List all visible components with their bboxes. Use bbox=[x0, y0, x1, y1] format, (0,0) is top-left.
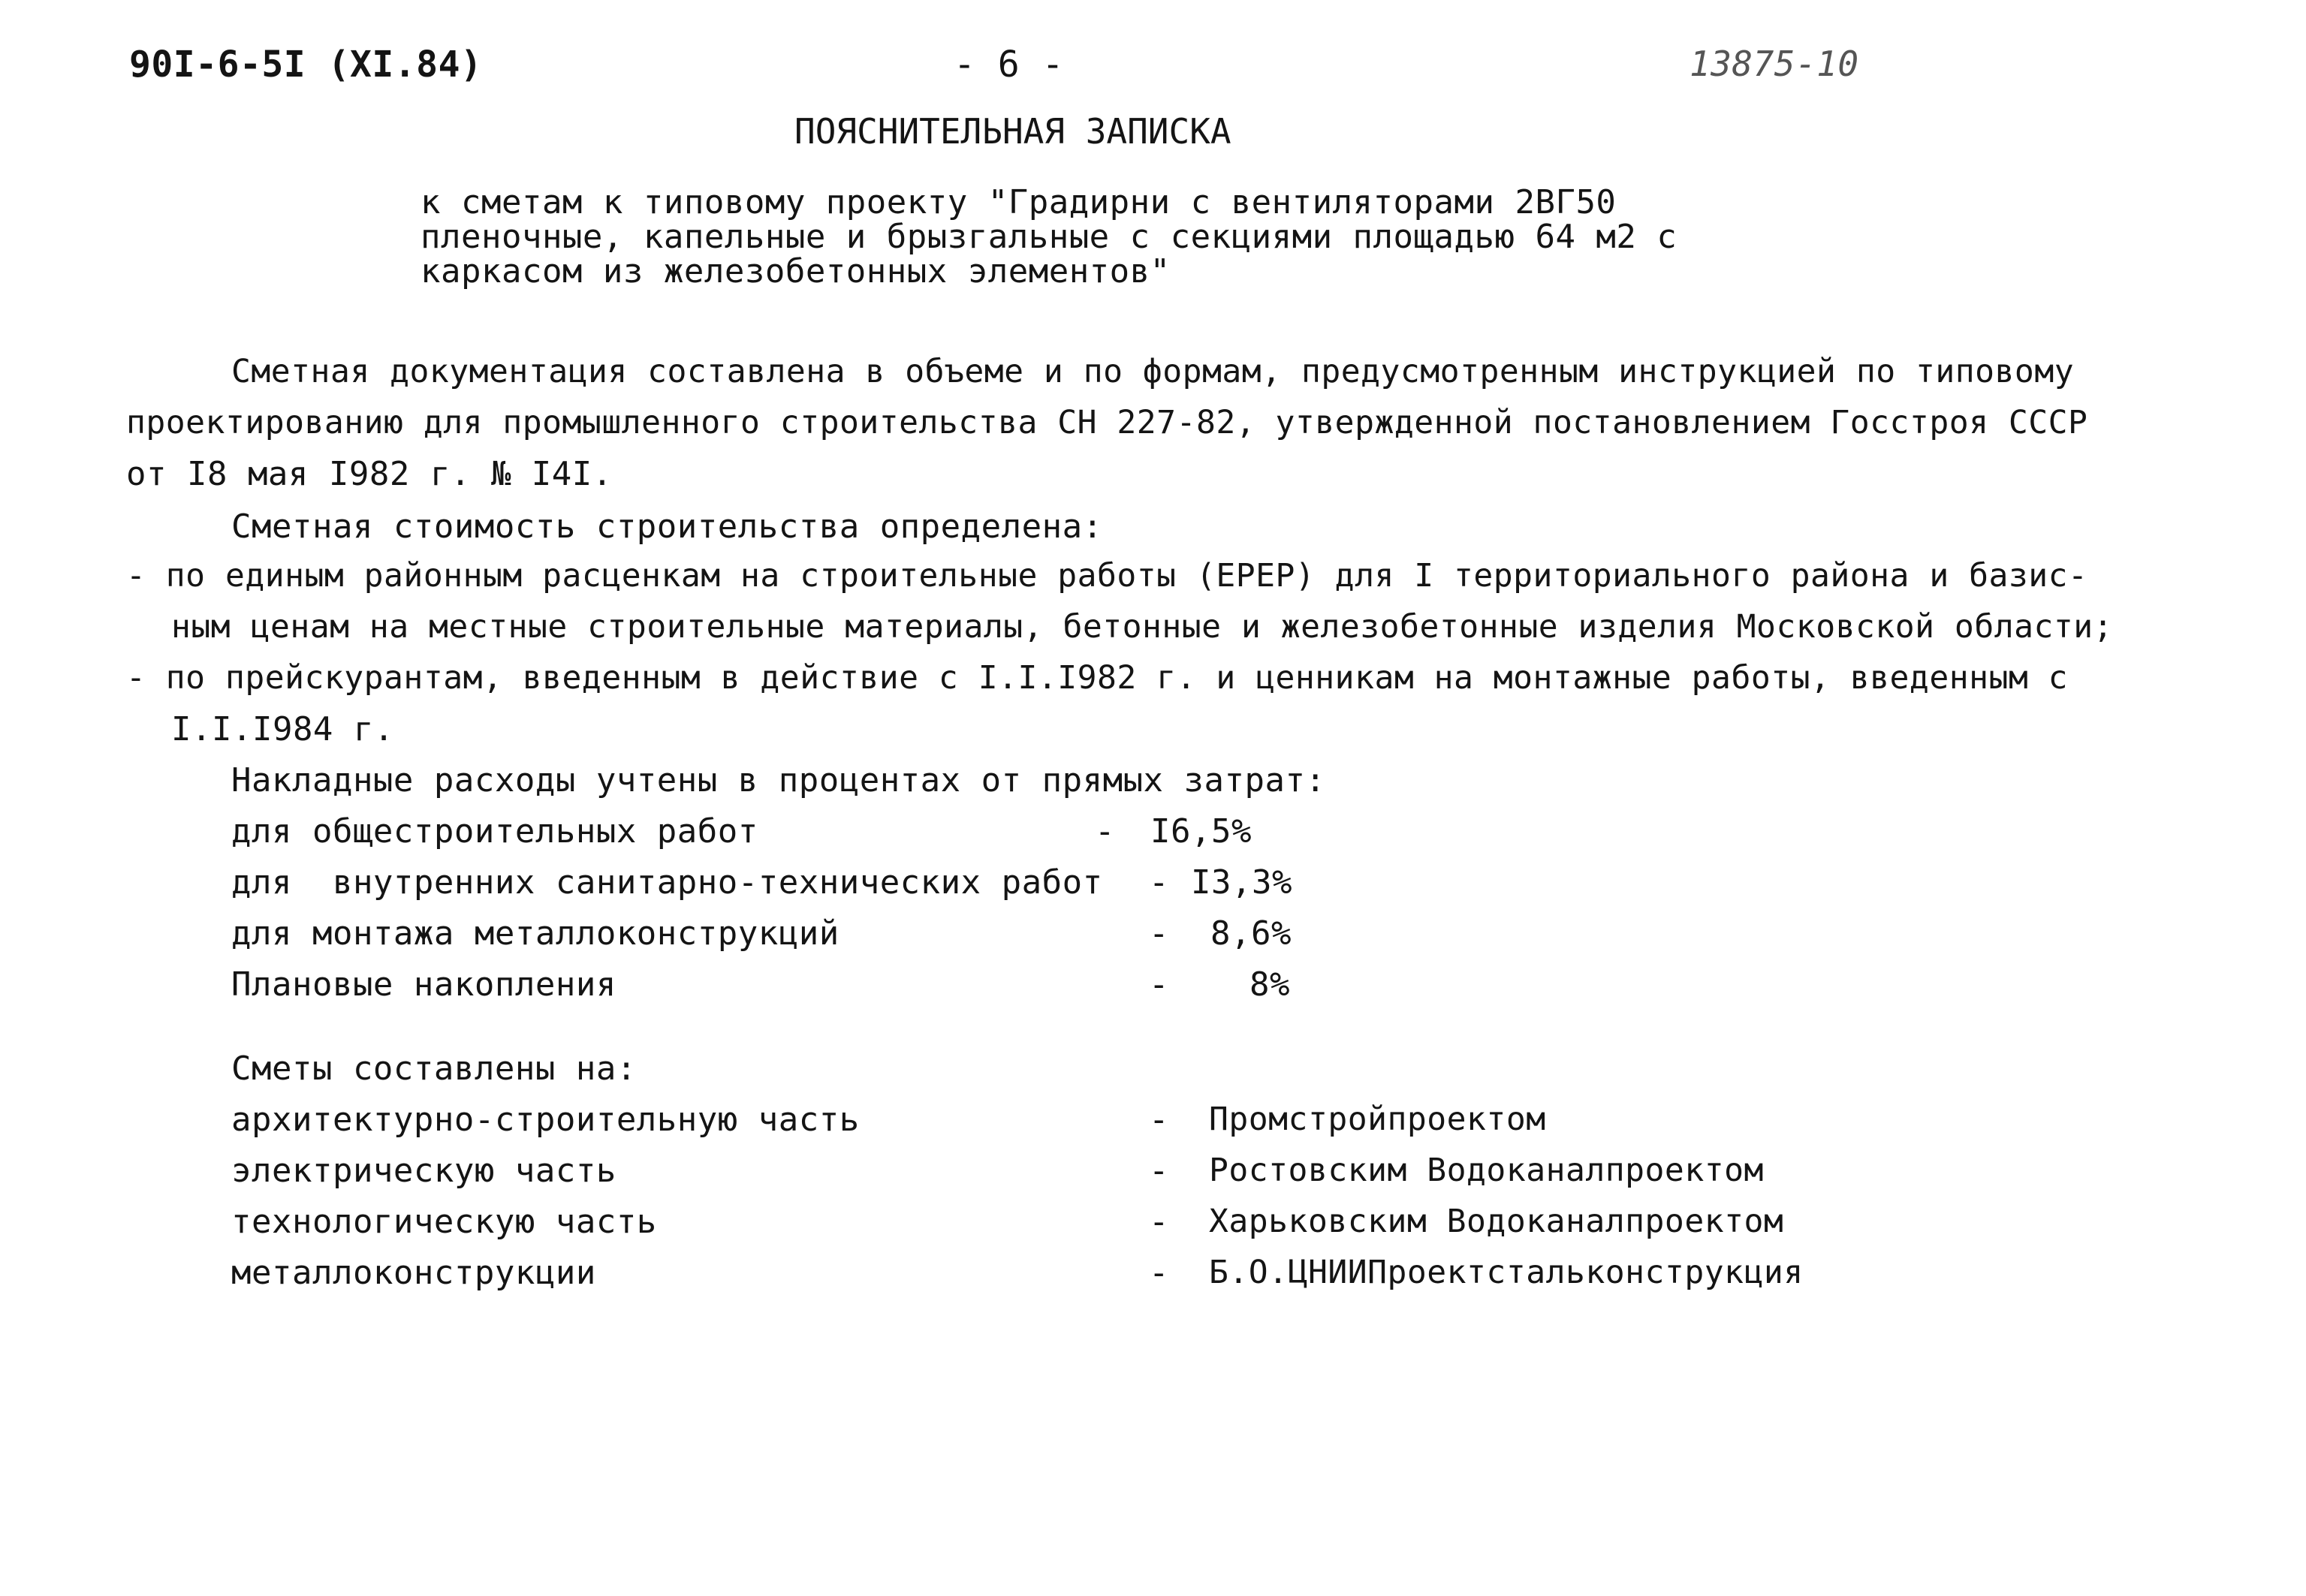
page-number: - 6 - bbox=[954, 44, 1064, 86]
overhead-value: 8% bbox=[1249, 965, 1290, 1004]
author-org: Промстройпроектом bbox=[1209, 1101, 1546, 1138]
author-part: металлоконструкции bbox=[231, 1254, 596, 1292]
list-item-line: - по единым районным расценкам на строительные работы (ЕРЕР) для I территориального района и базис- bbox=[126, 557, 2088, 595]
subtitle-line: каркасом из железобетонных элементов" bbox=[421, 252, 1171, 291]
paragraph-line: Сметная документация составлена в объеме и по формам, предусмотренным инструкцией по типовому bbox=[231, 353, 2075, 390]
list-item-line: ным ценам на местные строительные материалы, бетонные и железобетонные изделия Московской области; bbox=[171, 608, 2114, 646]
subtitle-line: к сметам к типовому проекту "Градирни с вентиляторами 2ВГ50 bbox=[421, 183, 1617, 221]
author-part: электрическую часть bbox=[231, 1152, 616, 1190]
overhead-value: I3,3% bbox=[1191, 863, 1292, 902]
list-item-line: - по прейскурантам, введенным в действие с I.I.I982 г. и ценникам на монтажные работы, введенным с bbox=[126, 659, 2069, 697]
overhead-value: I6,5% bbox=[1150, 812, 1252, 851]
overhead-value: 8,6% bbox=[1210, 914, 1292, 953]
paragraph-line: Сметная стоимость строительства определена: bbox=[231, 507, 1103, 546]
author-part: архитектурно-строительную часть bbox=[231, 1101, 860, 1139]
overhead-dash: - bbox=[1149, 863, 1169, 902]
author-org: Б.О.ЦНИИПроектстальконструкция bbox=[1209, 1254, 1804, 1291]
overhead-dash: - bbox=[1149, 965, 1169, 1004]
paragraph-line: проектированию для промышленного строительства СН 227-82, утвержденной постановлением Госстроя СССР bbox=[126, 404, 2088, 441]
author-part: технологическую часть bbox=[231, 1203, 657, 1241]
document-code: 90I-6-5I (XI.84) bbox=[129, 44, 483, 86]
author-org: Харьковским Водоканалпроектом bbox=[1209, 1203, 1784, 1240]
list-item-line: I.I.I984 г. bbox=[171, 710, 394, 748]
overhead-label: для внутренних санитарно-технических работ bbox=[231, 863, 1103, 902]
author-dash: - bbox=[1149, 1254, 1169, 1292]
author-dash: - bbox=[1149, 1203, 1169, 1241]
author-dash: - bbox=[1149, 1101, 1169, 1139]
inventory-number: 13875-10 bbox=[1690, 44, 1859, 84]
overhead-dash: - bbox=[1149, 914, 1169, 953]
overhead-label: Плановые накопления bbox=[231, 965, 616, 1004]
author-dash: - bbox=[1149, 1152, 1169, 1190]
subtitle-line: пленочные, капельные и брызгальные с секциями площадью 64 м2 с bbox=[421, 218, 1678, 256]
author-org: Ростовским Водоканалпроектом bbox=[1209, 1152, 1764, 1189]
overhead-intro: Накладные расходы учтены в процентах от прямых затрат: bbox=[231, 761, 1326, 800]
paragraph-line: от I8 мая I982 г. № I4I. bbox=[126, 455, 613, 493]
overhead-label: для общестроительных работ bbox=[231, 812, 758, 851]
authors-intro: Сметы составлены на: bbox=[231, 1049, 637, 1088]
overhead-dash: - bbox=[1095, 812, 1115, 851]
overhead-label: для монтажа металлоконструкций bbox=[231, 914, 840, 953]
page-title: ПОЯСНИТЕЛЬНАЯ ЗАПИСКА bbox=[794, 111, 1231, 152]
